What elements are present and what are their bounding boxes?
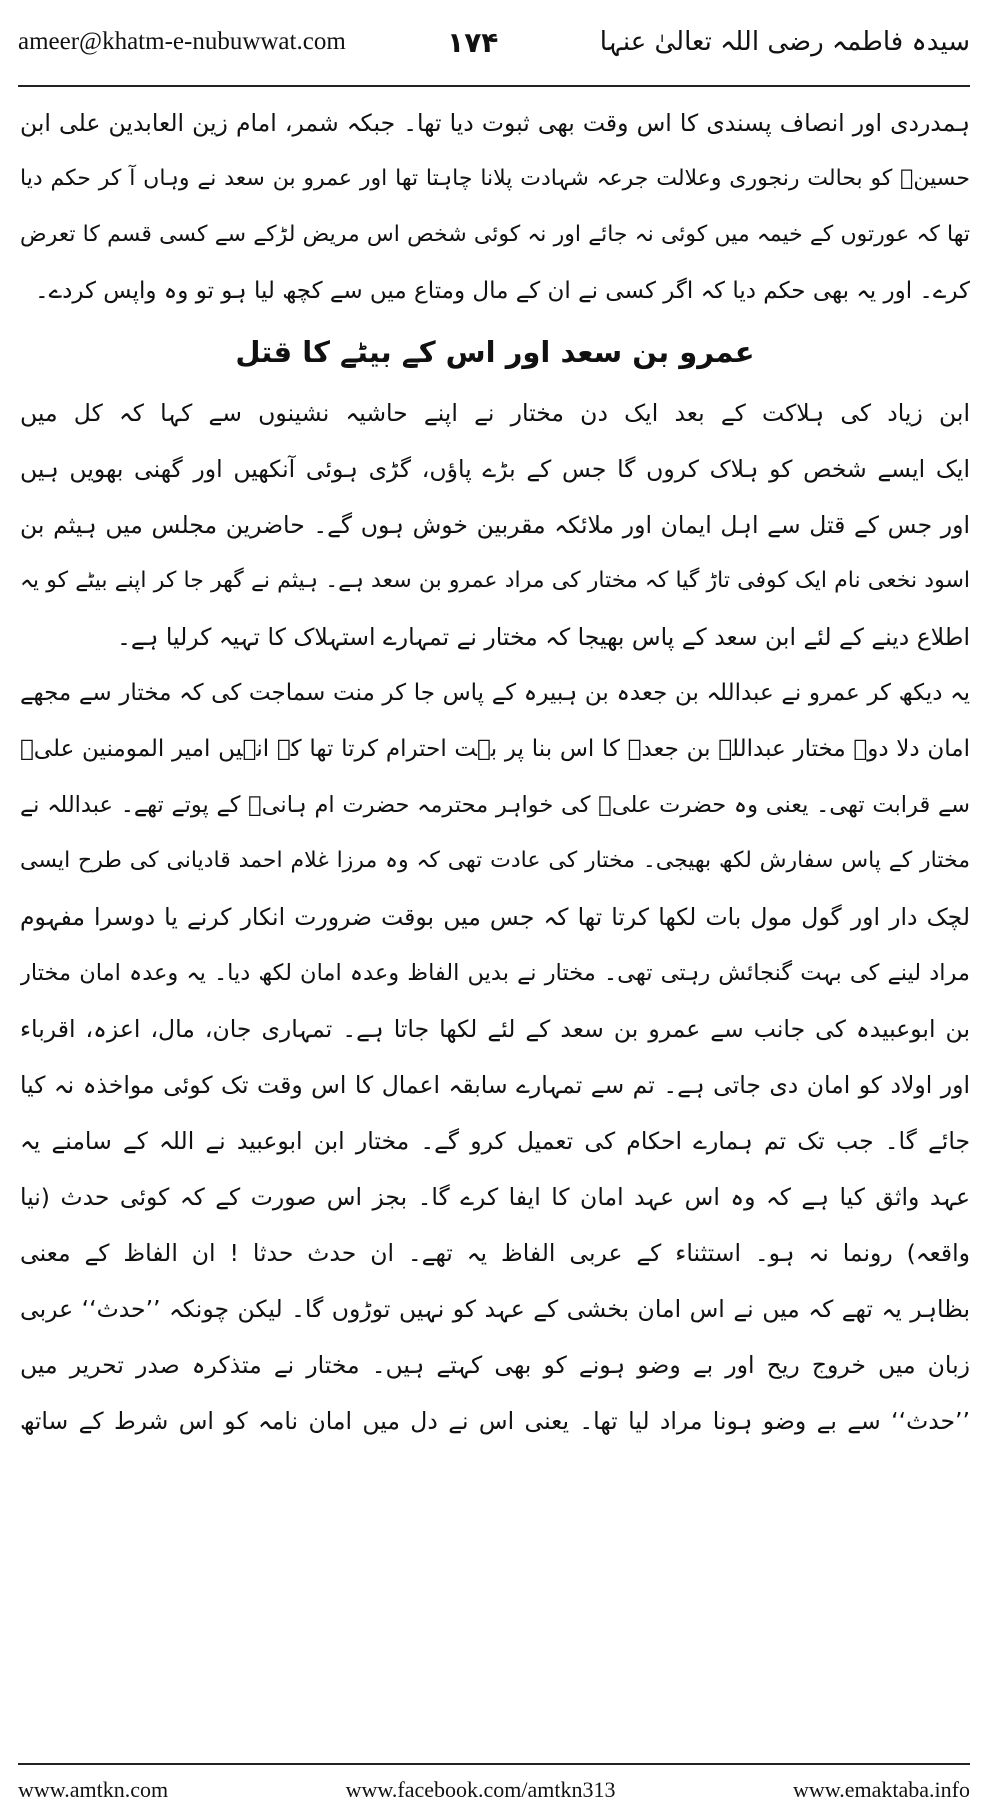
text-line: ہمدردی اور انصاف پسندی کا اس وقت بھی ثبوت دیا تھا۔ جبکہ شمر، امام زین العابدین علی ابن (20, 109, 970, 137)
text-line: اسود نخعی نام ایک کوفی تاڑ گیا کہ مختار کی مراد عمرو بن سعد ہے۔ ہیثم نے گھر جا کر اپنے بیٹے کو یہ (20, 568, 970, 593)
footer-link-facebook[interactable]: www.facebook.com/amtkn313 (345, 1777, 616, 1802)
text-line: حسینؓ کو بحالت رنجوری وعلالت جرعہ شہادت پلانا چاہتا تھا اور عمرو بن سعد نے وہاں آ کر حکم دیا (20, 166, 970, 191)
text-line: کرے۔ اور یہ بھی حکم دیا کہ اگر کسی نے ان کے مال ومتاع میں سے کچھ لیا ہو تو وہ واپس کردے۔ (35, 278, 970, 304)
text-line: زبان میں خروج ریح اور بے وضو ہونے کو بھی کہتے ہیں۔ مختار نے متذکرہ صدر تحریر میں (20, 1351, 970, 1379)
section-heading: عمرو بن سعد اور اس کے بیٹے کا قتل (235, 335, 755, 369)
footer-link-amtkn[interactable]: www.amtkn.com (18, 1777, 169, 1802)
text-line: ایک ایسے شخص کو ہلاک کروں گا جس کے بڑے پاؤں، گڑی ہوئی آنکھیں اور گھنی بھویں ہیں (20, 455, 970, 483)
text-line: لچک دار اور گول مول بات لکھا کرتا تھا کہ جس میں بوقت ضرورت انکار کرنے یا دوسرا مفہوم (20, 903, 970, 931)
page-number: ۱۷۴ (447, 25, 499, 59)
text-line: واقعہ) رونما نہ ہو۔ استثناء کے عربی الفاظ یہ تھے۔ ان حدث حدثا ! ان الفاظ کے معنی (20, 1239, 970, 1267)
text-line: اطلاع دینے کے لئے ابن سعد کے پاس بھیجا کہ مختار نے تمہارے استہلاک کا تہیہ کرلیا ہے۔ (117, 623, 970, 651)
text-line: عہد واثق کیا ہے کہ وہ اس عہد امان کا ایفا کرے گا۔ بجز اس صورت کے کہ کوئی حدث (نیا (20, 1183, 970, 1211)
header-divider (18, 85, 970, 87)
text-line: ’’حدث‘‘ سے بے وضو ہونا مراد لیا تھا۔ یعنی اس نے دل میں امان نامہ کو اس شرط کے ساتھ (20, 1407, 970, 1435)
text-line: بظاہر یہ تھے کہ میں نے اس امان بخشی کے عہد کو نہیں توڑوں گا۔ لیکن چونکہ ’’حدث‘‘ عربی (20, 1295, 970, 1323)
header-email: ameer@khatm-e-nubuwwat.com (18, 28, 346, 55)
footer-divider (18, 1763, 970, 1765)
page-footer (18, 1772, 970, 1808)
text-line: اور اولاد کو امان دی جاتی ہے۔ تم سے تمہارے سابقہ اعمال کا اس وقت تک کوئی مواخذہ نہ کیا (20, 1071, 970, 1099)
text-line: امان دلا دو۔ مختار عبداللہ بن جعدہ کا اس بنا پر بہت احترام کرتا تھا کہ انہیں امیر المومنین علیؓ (20, 736, 970, 762)
page-body (20, 95, 970, 1449)
book-title: سیدہ فاطمہ رضی اللہ تعالیٰ عنہا (599, 27, 970, 57)
text-line: جائے گا۔ جب تک تم ہمارے احکام کی تعمیل کرو گے۔ مختار ابن ابوعبید نے اللہ کے سامنے یہ (20, 1127, 970, 1155)
footer-link-emaktaba[interactable]: www.emaktaba.info (793, 1777, 970, 1802)
text-line: مراد لینے کی بہت گنجائش رہتی تھی۔ مختار نے بدیں الفاظ وعدہ امان لکھ دیا۔ یہ وعدہ امان مختار (20, 960, 970, 986)
text-line: ابن زیاد کی ہلاکت کے بعد ایک دن مختار نے اپنے حاشیہ نشینوں سے کہا کہ کل میں (20, 399, 970, 427)
text-line: یہ دیکھ کر عمرو نے عبداللہ بن جعدہ بن ہبیرہ کے پاس جا کر منت سماجت کی کہ مختار سے مجھے (20, 680, 970, 706)
text-line: مختار کے پاس سفارش لکھ بھیجی۔ مختار کی عادت تھی کہ وہ مرزا غلام احمد قادیانی کی طرح ایسی (20, 848, 970, 873)
text-line: اور جس کے قتل سے اہل ایمان اور ملائکہ مقربین خوش ہوں گے۔ حاضرین مجلس میں ہیثم بن (20, 511, 970, 539)
text-line: سے قرابت تھی۔ یعنی وہ حضرت علیؓ کی خواہر محترمہ حضرت ام ہانیؓ کے پوتے تھے۔ عبداللہ نے (20, 792, 970, 818)
page-header (18, 14, 970, 70)
text-line: بن ابوعبیدہ کی جانب سے عمرو بن سعد کے لئے لکھا جاتا ہے۔ تمہاری جان، مال، اعزہ، اقرباء (20, 1015, 970, 1043)
text-line: تھا کہ عورتوں کے خیمہ میں کوئی نہ جائے اور نہ کوئی شخص اس مریض لڑکے سے کسی قسم کا تعرض (20, 222, 970, 247)
